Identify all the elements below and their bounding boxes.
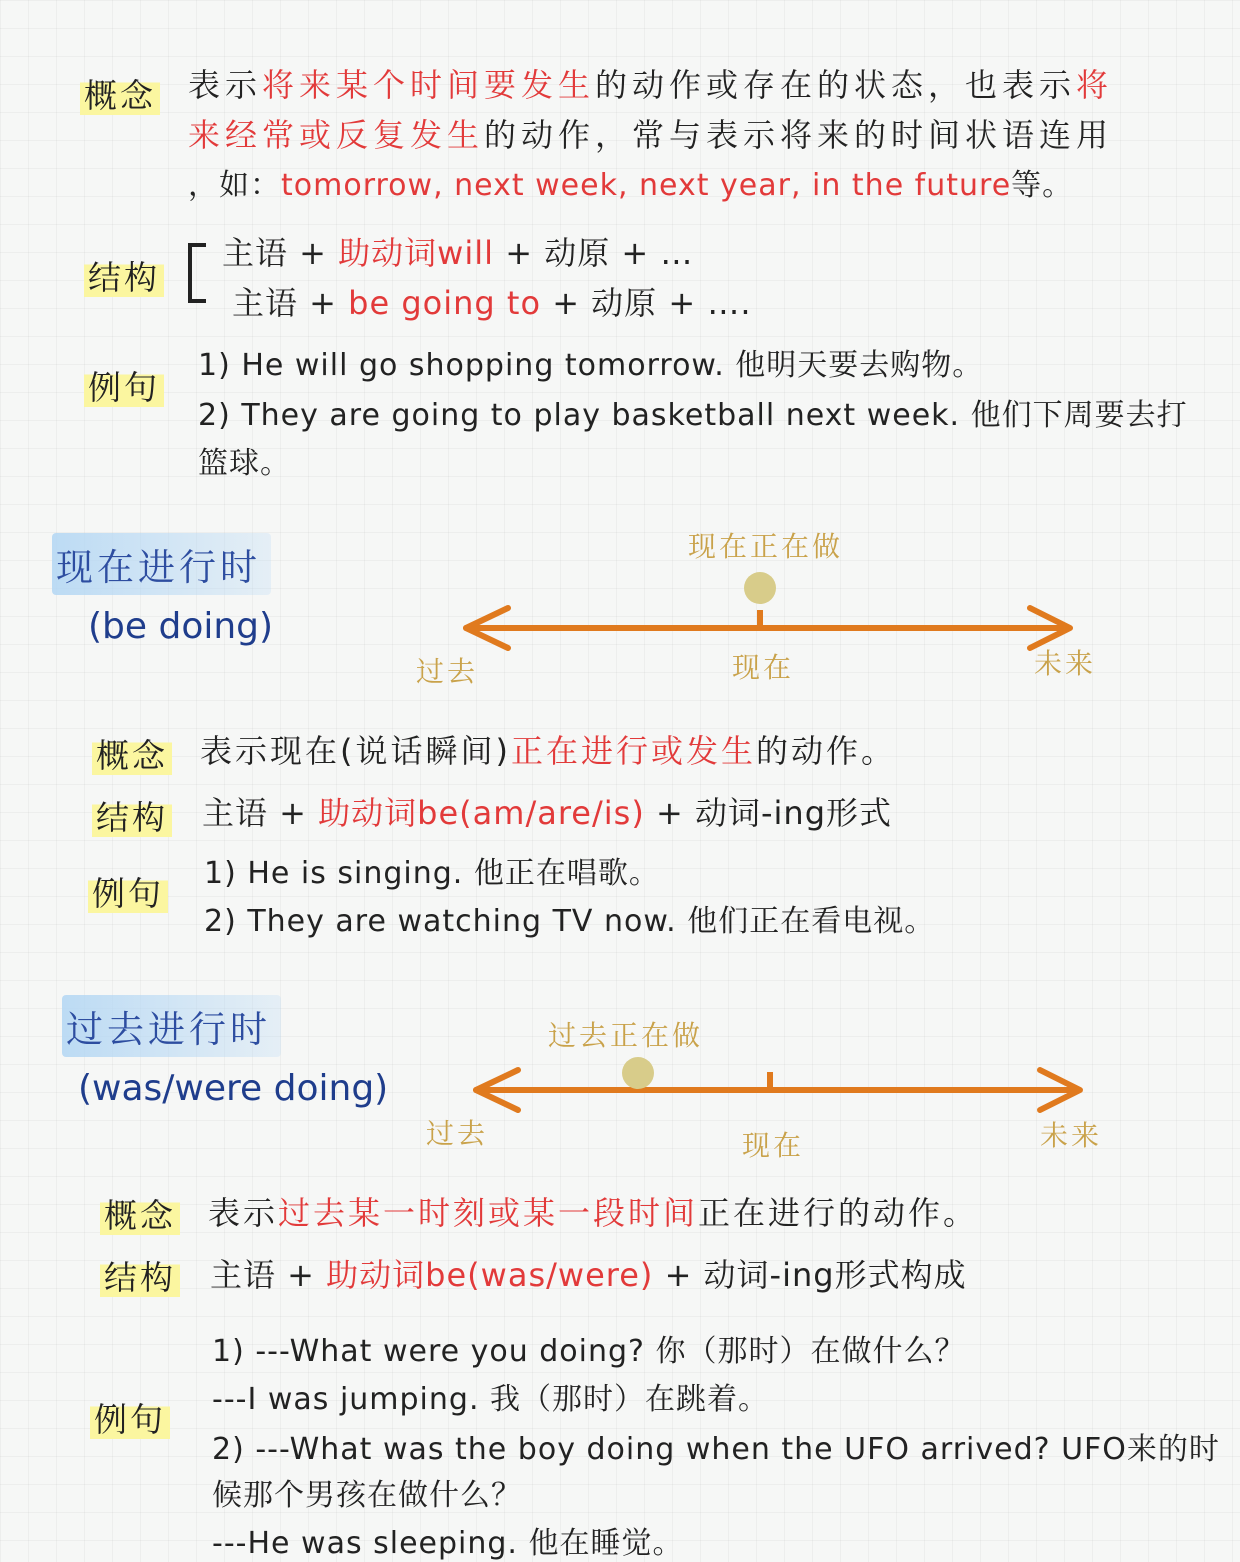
text: 表示 [188,66,263,104]
text: 表示 [208,1194,279,1232]
timeline-now-label: 现在 [732,651,795,684]
past-example-2: ---I was jumping. 我（那时）在跳着。 [212,1382,770,1417]
text: ，如： [188,168,281,203]
past-example-5: ---He was sleeping. 他在睡觉。 [212,1526,684,1561]
concept-tag: 概念 [100,1188,180,1239]
future-example-3: 篮球。 [198,446,291,481]
past-example-1: 1) ---What were you doing? 你（那时）在做什么？ [212,1334,966,1369]
text: + 动词-ing形式 [644,794,893,832]
timeline-top-label: 现在正在做 [688,530,844,563]
present-example-1: 1) He is singing. 他正在唱歌。 [204,856,660,891]
text: + 动原 + …. [541,284,752,322]
structure-tag: 结构 [92,790,172,841]
text: 主语 + [232,284,349,322]
example-tag: 例句 [88,866,168,917]
text: 表示现在(说话瞬间) [200,732,511,770]
text: 的动作。 [756,732,897,770]
past-concept [208,1188,978,1234]
text-red: 将 [1076,66,1114,104]
past-continuous-form: (was/were doing) [78,1068,389,1109]
text: 主语 + [222,234,339,272]
timeline-past-label: 过去 [416,655,479,688]
future-example-1: 1) He will go shopping tomorrow. 他明天要去购物。 [198,348,984,383]
present-example-2: 2) They are watching TV now. 他们正在看电视。 [204,904,936,939]
timeline-top-label: 过去正在做 [548,1019,704,1052]
timeline-future-label: 未来 [1040,1119,1103,1152]
present-continuous-form: (be doing) [88,606,274,647]
section-heading-present-continuous: 现在进行时 [52,533,271,595]
text: + 动原 + … [494,234,694,272]
concept-tag: 概念 [80,68,160,119]
text: 的动作或存在的状态，也表示 [595,66,1077,104]
timeline-now-label: 现在 [742,1129,805,1162]
text-red: 正在进行或发生 [510,732,756,770]
structure-tag: 结构 [84,250,164,301]
text-red: 助动词will [338,234,495,272]
text-red: 过去某一时刻或某一段时间 [278,1194,699,1232]
example-tag: 例句 [90,1392,170,1443]
timeline-future-label: 未来 [1034,647,1097,680]
text: + 动词-ing形式构成 [653,1256,967,1294]
past-dot [622,1057,654,1089]
text-red: 助动词be(was/were) [326,1256,654,1294]
example-tag: 例句 [84,360,164,411]
text: 主语 + [202,794,319,832]
text: 等。 [1011,168,1074,203]
text: 正在进行的动作。 [698,1194,979,1232]
text-red: tomorrow, next week, next year, in the future [281,168,1012,203]
structure-tag: 结构 [100,1250,180,1301]
past-example-3: 2) ---What was the boy doing when the UFO arrived? UFO来的时 [212,1432,1220,1467]
text: 主语 + [210,1256,327,1294]
concept-tag: 概念 [92,728,172,779]
text: 的动作，常与表示将来的时间状语连用 [484,116,1114,154]
timeline-past-label: 过去 [426,1117,489,1150]
section-heading-past-continuous: 过去进行时 [62,995,281,1057]
text-red: 助动词be(am/are/is) [318,794,645,832]
past-structure [210,1250,967,1296]
text-red: be going to [348,284,542,322]
future-example-2: 2) They are going to play basketball next week. 他们下周要去打 [198,398,1188,433]
text-red: 来经常或反复发生 [188,116,485,154]
past-example-4: 候那个男孩在做什么？ [212,1478,522,1513]
text-red: 将来某个时间要发生 [262,66,596,104]
